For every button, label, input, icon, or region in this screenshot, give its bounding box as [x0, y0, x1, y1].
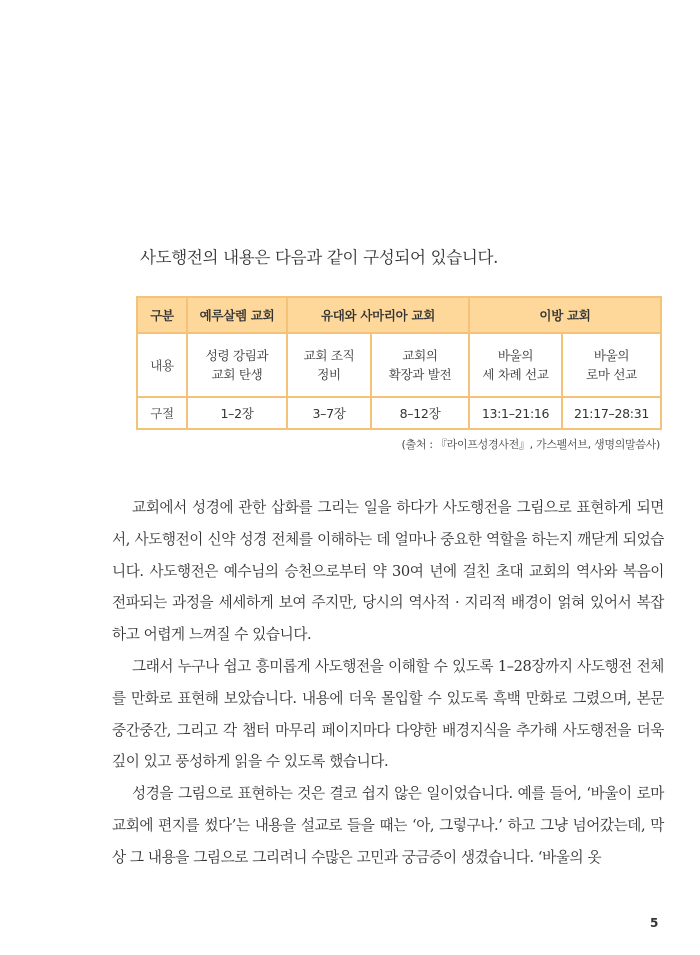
- acts-outline-table: [136, 296, 662, 430]
- table-cell: 교회의 확장과 발전: [371, 333, 469, 397]
- table-cell: 21:17–28:31: [562, 397, 661, 429]
- table-cell: 8–12장: [371, 397, 469, 429]
- header-judea-samaria: 유대와 사마리아 교회: [287, 297, 469, 333]
- row-label-verse: 구절: [137, 397, 187, 429]
- table-row: [137, 333, 661, 397]
- table-row: [137, 397, 661, 429]
- page-number: 5: [650, 916, 659, 930]
- table-cell: 바울의 로마 선교: [562, 333, 661, 397]
- table-cell: 1–2장: [187, 397, 287, 429]
- paragraph: 그래서 누구나 쉽고 흥미롭게 사도행전을 이해할 수 있도록 1–28장까지 사도행전 전체를 만화로 표현해 보았습니다. 내용에 더욱 몰입할 수 있도록 흑백 만화로 그렸으며, 본문 중간중간, 그리고 각 챕터 마무리 페이지마다 다양한 배경지식을 추가해 사도행전을 더욱 깊이 있고 풍성하게 읽을 수 있도록 했습니다.: [112, 657, 664, 771]
- header-jerusalem: 예루살렘 교회: [187, 297, 287, 333]
- table-cell: 성령 강림과 교회 탄생: [187, 333, 287, 397]
- table-cell: 교회 조직 정비: [287, 333, 371, 397]
- table-cell: 바울의 세 차례 선교: [469, 333, 562, 397]
- table-source-note: (출처 : 『라이프성경사전』, 가스펠서브, 생명의말씀사): [401, 438, 660, 451]
- paragraph: 성경을 그림으로 표현하는 것은 결코 쉽지 않은 일이었습니다. 예를 들어, ‘바울이 로마 교회에 편지를 썼다’는 내용을 설교로 들을 때는 ‘아, 그렇구나.’ 하고 그냥 넘어갔는데, 막상 그 내용을 그림으로 그리려니 수많은 고민과 궁금증이 생겼습니다. ‘바울의 옷: [112, 785, 664, 866]
- header-gentile: 이방 교회: [469, 297, 661, 333]
- body-text: [112, 492, 664, 874]
- row-label-content: 내용: [137, 333, 187, 397]
- table-cell: 13:1–21:16: [469, 397, 562, 429]
- header-label: 구분: [137, 297, 187, 333]
- table-cell: 3–7장: [287, 397, 371, 429]
- intro-sentence: 사도행전의 내용은 다음과 같이 구성되어 있습니다.: [140, 248, 499, 267]
- table-header-row: [137, 297, 661, 333]
- paragraph: 교회에서 성경에 관한 삽화를 그리는 일을 하다가 사도행전을 그림으로 표현하게 되면서, 사도행전이 신약 성경 전체를 이해하는 데 얼마나 중요한 역할을 하는지 깨닫게 되었습니다. 사도행전은 예수님의 승천으로부터 약 30여 년에 걸친 초대 교회의 역사와 복음이 전파되는 과정을 세세하게 보여 주지만, 당시의 역사적 · 지리적 배경이 얽혀 있어서 복잡하고 어렵게 느껴질 수 있습니다.: [112, 499, 664, 644]
